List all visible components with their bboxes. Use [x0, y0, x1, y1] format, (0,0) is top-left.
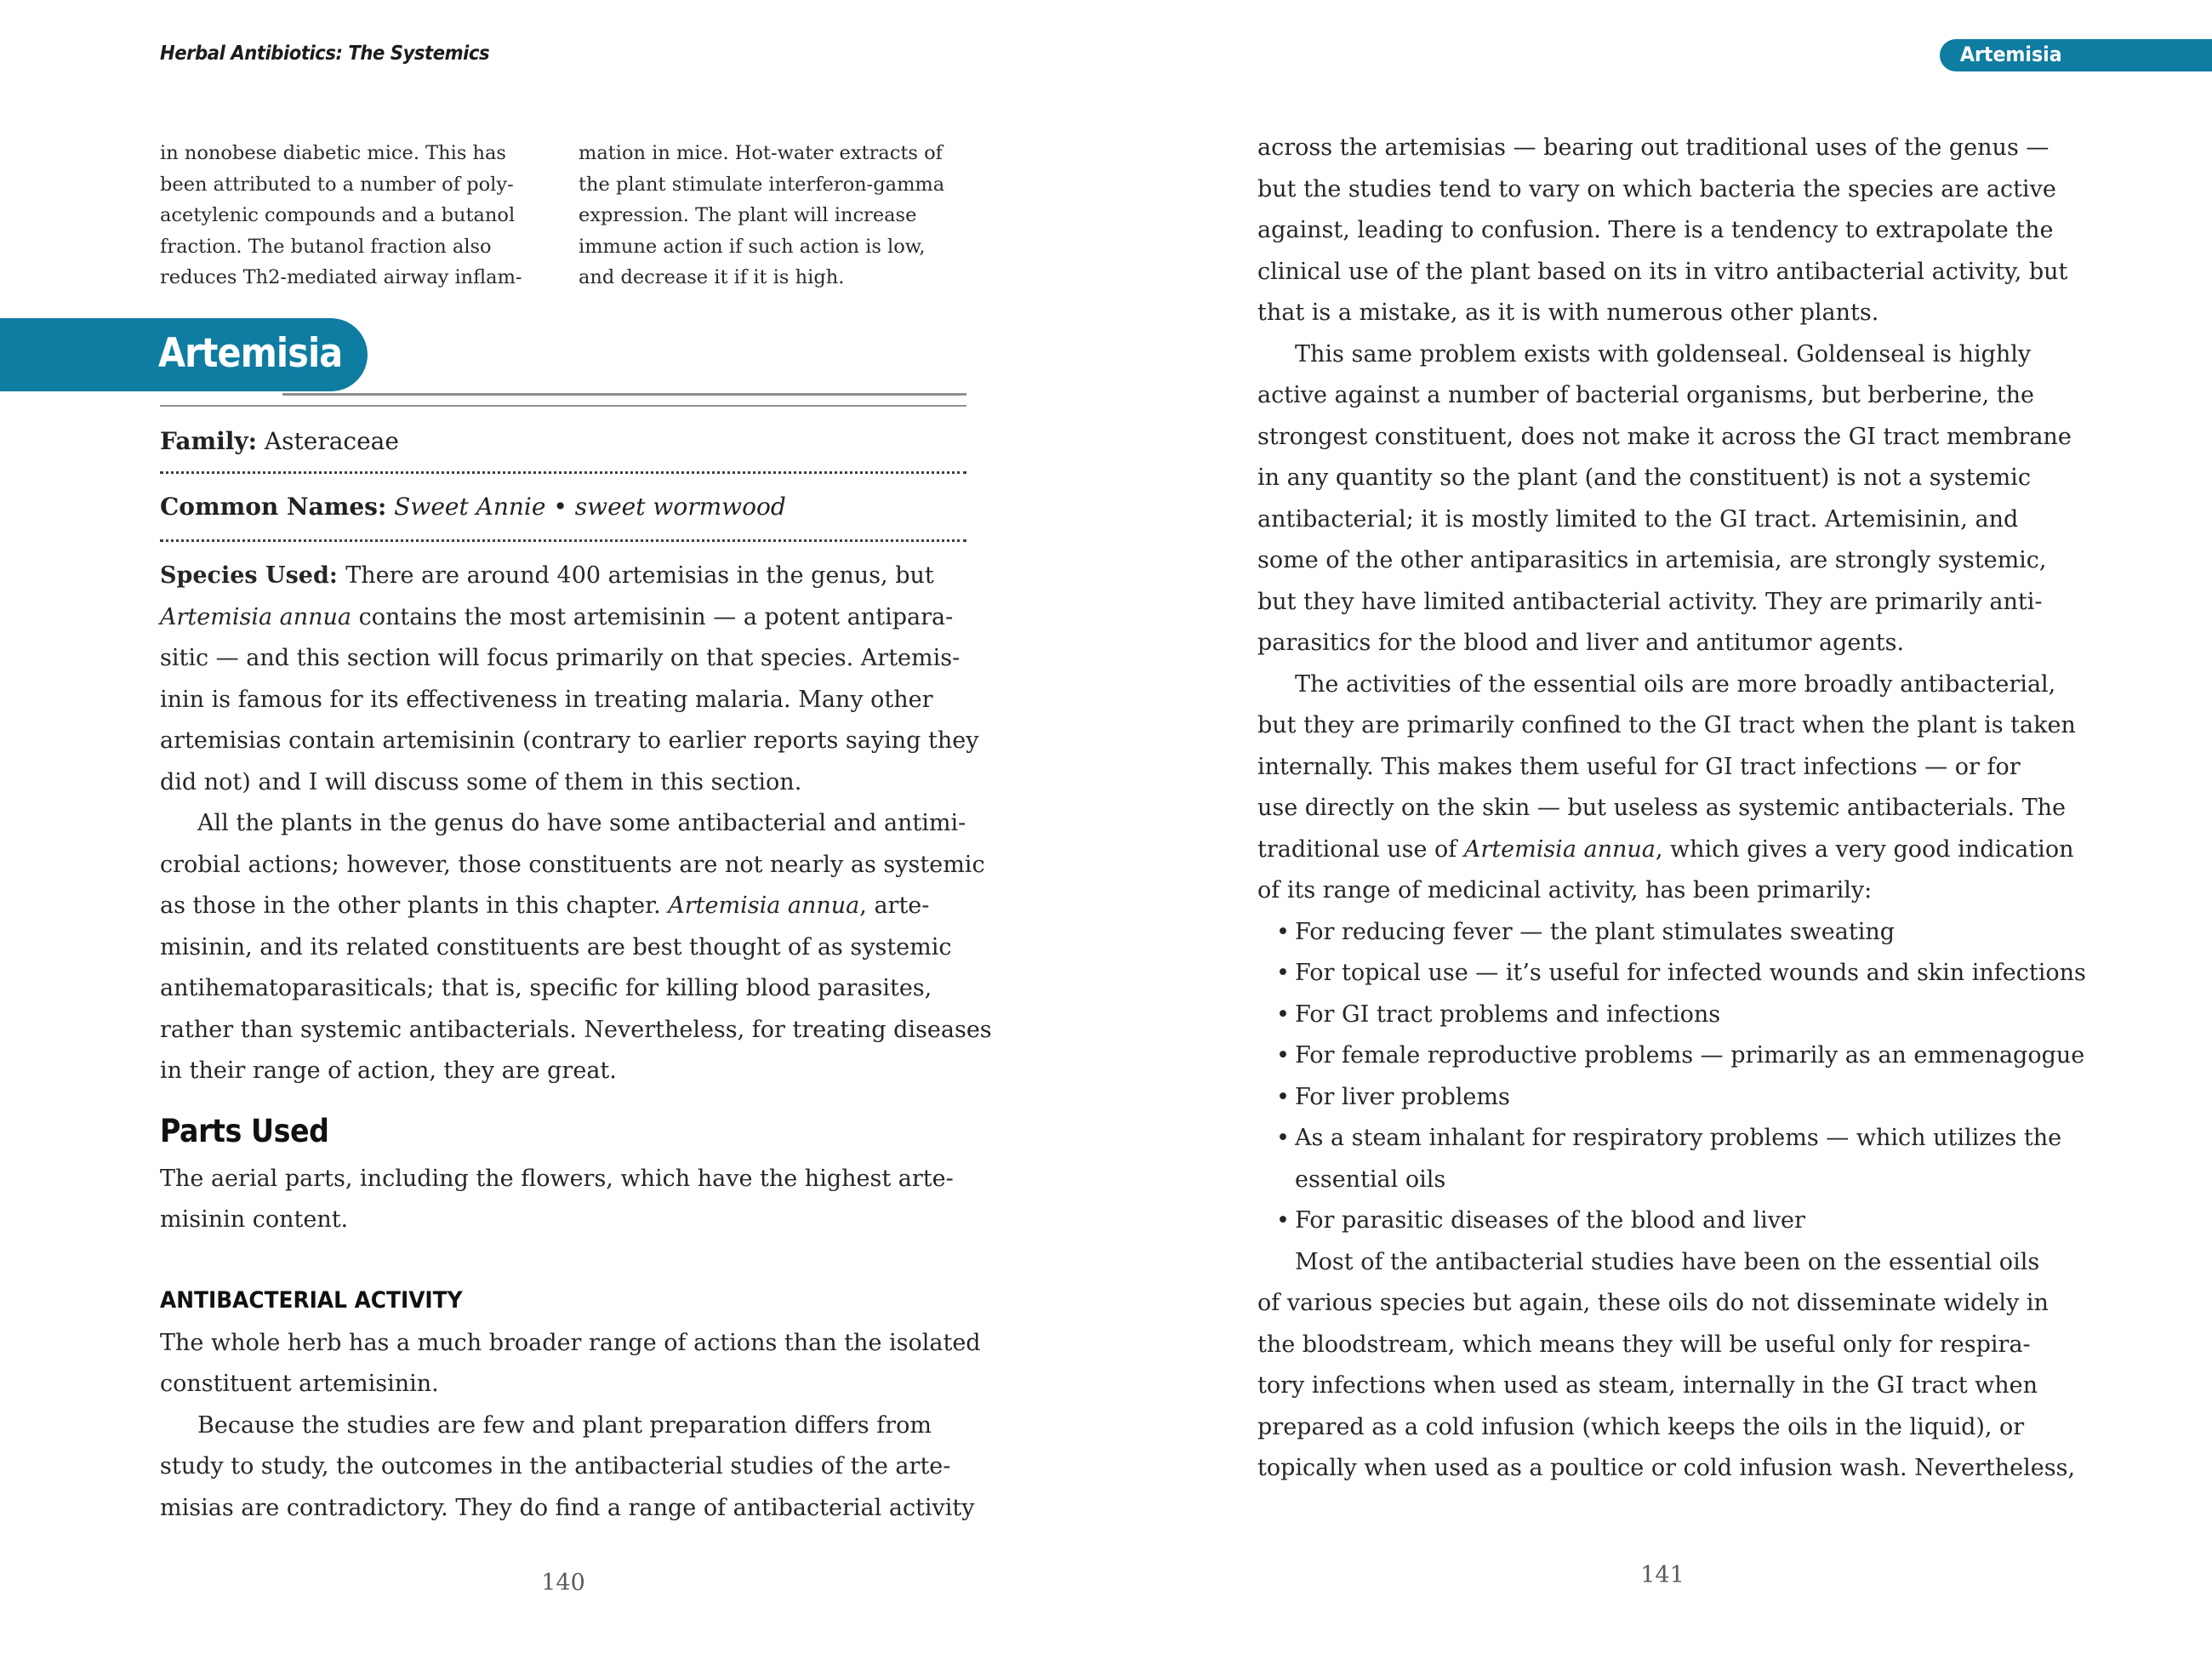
left-page-body [160, 425, 992, 1529]
section-banner [0, 318, 368, 391]
bullet-marker: • [1276, 918, 1290, 945]
corner-tab [1940, 39, 2212, 71]
right-paragraph-4: Most of the antibacterial studies have been on the essential oils of various species but again, these oils do not disseminate widely in the bloodstream, which means they will be useful only for respira- tory infections when used as steam, internally in the GI tract when prepared as a cold infusion (which keeps the oils in the liquid), or topically when used as a poultice or cold infusion wash. Nevertheless, [1257, 1248, 2076, 1481]
common-names-row [160, 491, 966, 522]
bullet-marker: • [1276, 1001, 1290, 1028]
bullet-item [1257, 1077, 2067, 1119]
bullet-item [1257, 953, 2086, 995]
family-value: Asteraceae [257, 427, 399, 455]
bullet-item [1257, 912, 2067, 954]
bullet-item [1257, 1035, 2085, 1077]
intro-column-1: in nonobese diabetic mice. This has been attributed to a number of poly- acetylenic compounds and a butanol fraction. The butanol fraction also reduces Th2-mediated airway inflam- [160, 142, 522, 289]
genus-paragraph: All the plants in the genus do have some antibacterial and antimi- crobial actions; however, those constituents are not nearly as systemic as those in the other plants in this chapter. Artemisia annua, arte- misinin, and its related constituents are best thought of as systemic antihematoparasiticals; that is, specific for killing blood parasites, rather than systemic antibacterials. Nevertheless, for treating diseases in their range of action, they are great. [160, 810, 992, 1084]
right-page-body [1257, 128, 2086, 1490]
section-banner-title: Artemisia [158, 330, 343, 377]
page-right [1106, 0, 2212, 1659]
family-label: Family: [160, 427, 257, 455]
bullet-marker: • [1276, 960, 1290, 986]
parts-used-heading: Parts Used [160, 1112, 329, 1149]
bullet-text: For female reproductive problems — primarily as an emmenagogue [1295, 1042, 2085, 1069]
running-head: Herbal Antibiotics: The Systemics [160, 43, 490, 65]
corner-tab-title: Artemisia [1959, 43, 2062, 66]
bullet-text: For reducing fever — the plant stimulates sweating [1295, 918, 1896, 945]
parts-used-paragraph: The aerial parts, including the flowers, which have the highest arte- misinin content. [160, 1165, 954, 1233]
species-used-paragraph: Species Used: There are around 400 artemisias in the genus, but Artemisia annua contains the most artemisinin — a potent antipara- sitic — and this section will focus primarily on that species. Artemis- inin is famous for its effectiveness in treating malaria. Many other artemisias contain artemisinin (contrary to earlier reports saying they did not) and I will discuss some of them in this section. [160, 562, 979, 795]
bullet-text: For topical use — it’s useful for infected wounds and skin infections [1295, 960, 2086, 986]
common-names-label: Common Names: [160, 493, 387, 521]
bullet-text: As a steam inhalant for respiratory problems — which utilizes the essential oils [1295, 1125, 2062, 1193]
bullet-text: For liver problems [1295, 1083, 1510, 1110]
antibacterial-activity-heading: ANTIBACTERIAL ACTIVITY [160, 1286, 463, 1314]
dotted-divider [160, 471, 966, 474]
page-number-left: 140 [541, 1570, 585, 1596]
bullet-item [1257, 995, 2067, 1036]
page-number-right: 141 [1640, 1562, 1685, 1588]
bullet-marker: • [1276, 1042, 1290, 1069]
right-paragraph-2: This same problem exists with goldenseal. Goldenseal is highly active against a number of bacterial organisms, but berberine, the strongest constituent, does not make it across the GI tract membrane in any quantity so the plant (and the constituent) is not a systemic antibacterial; it is mostly limited to the GI tract. Artemisinin, and some of the other antiparasitics in artemisia, are strongly systemic, but they have limited antibacterial activity. They are primarily anti- parasitics for the blood and liver and antitumor agents. [1257, 340, 2072, 656]
bullet-text: For GI tract problems and infections [1295, 1001, 1721, 1028]
right-paragraph-1: across the artemisias — bearing out traditional uses of the genus — but the studies tend to vary on which bacteria the species are active against, leading to confusion. There is a tendency to extrapolate the clinical use of the plant based on its in vitro antibacterial activity, but that is a mistake, as it is with numerous other plants. [1257, 134, 2068, 326]
family-row [160, 425, 966, 457]
common-names-value: Sweet Annie • sweet wormwood [386, 493, 786, 521]
bullet-marker: • [1276, 1125, 1290, 1151]
antibacterial-paragraph-1: The whole herb has a much broader range of actions than the isolated constituent artemisinin. [160, 1329, 981, 1397]
bullet-item [1257, 1200, 2067, 1242]
bullet-marker: • [1276, 1207, 1290, 1234]
bullet-text: For parasitic diseases of the blood and liver [1295, 1207, 1805, 1234]
bullet-item [1257, 1118, 2067, 1200]
right-paragraph-3: The activities of the essential oils are more broadly antibacterial, but they are primarily confined to the GI tract when the plant is taken internally. This makes them useful for GI tract infections — or for use directly on the skin — but useless as systemic antibacterials. The traditional use of Artemisia annua, which gives a very good indication of its range of medicinal activity, has been primarily: [1257, 670, 2076, 904]
intro-column-2: mation in mice. Hot-water extracts of the plant stimulate interferon-gamma expression. The plant will increase immune action if such action is low, and decrease it if it is high. [579, 142, 945, 289]
antibacterial-paragraph-2: Because the studies are few and plant preparation differs from study to study, the outcomes in the antibacterial studies of the arte- misias are contradictory. They do find a range of antibacterial activity [160, 1411, 975, 1521]
bullet-marker: • [1276, 1083, 1290, 1110]
banner-rule-lower [160, 405, 966, 407]
traditional-uses-list [1257, 912, 2086, 1242]
dotted-divider [160, 539, 966, 542]
banner-rule-upper [282, 393, 966, 396]
